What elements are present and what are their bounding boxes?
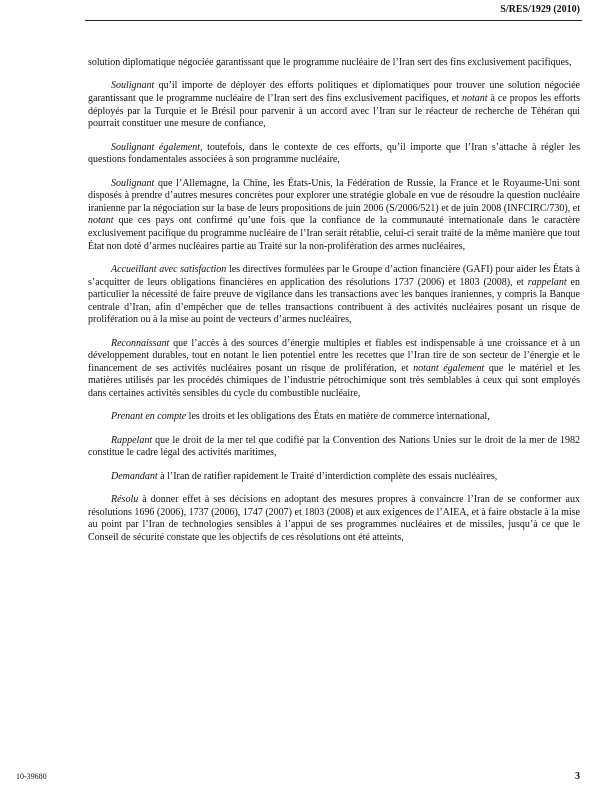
paragraph-lead-verb: notant également: [413, 362, 485, 374]
paragraph-lead-verb: Prenant en compte: [111, 411, 187, 423]
job-number: 10-39680: [16, 772, 47, 781]
preamble-paragraph: [88, 435, 580, 460]
preamble-paragraph: [88, 57, 580, 70]
preamble-paragraph: [88, 178, 580, 254]
paragraph-lead-verb: Résolu: [111, 494, 139, 506]
preamble-paragraph: [88, 411, 580, 424]
preamble-paragraph: [88, 338, 580, 401]
paragraph-text: que l’accès à des sources d’énergie multiples et fiables est indispensable à une croissance et à un développement durables, tout en notant le lien potentiel entre les recettes que l’Iran tire de son secteur de l’énergie et le financement de ses activités nucléaires posant un risque de prolifération, et: [88, 337, 580, 374]
paragraph-lead-verb: Accueillant avec satisfaction: [111, 263, 227, 275]
paragraph-text: à l’Iran de ratifier rapidement le Traité d’interdiction complète des essais nucléaires,: [157, 470, 498, 482]
paragraph-text: que le matériel et les matières utilisés par les procédés chimiques de l’industrie pétrochimique sont très semblables à ceux qui sont employés dans certaines activités sensibles du cycle du combustible nucléaire,: [88, 362, 580, 400]
document-symbol: S/RES/1929 (2010): [500, 4, 580, 15]
preamble-paragraph: [88, 142, 580, 167]
paragraph-lead-verb: notant: [88, 215, 114, 227]
paragraph-text: en particulier la nécessité de faire preuve de vigilance dans les transactions avec les banques iraniennes, y compris la Banque centrale d’Iran, afin d’empêcher que de telles transactions contribuent à des activités nucléaires posant un risque de prolifération ou à la mise au point de vecteurs d’armes nucléaires,: [88, 276, 580, 326]
paragraph-text: que ces pays ont confirmé qu’une fois que la confiance de la communauté internationale dans le caractère exclusivement pacifique du programme nucléaire de l’Iran serait rétablie, celui-ci serait traité de la même manière que tout État non doté d’armes nucléaires partie au Traité sur la non-prolifération des armes nucléaires,: [88, 215, 580, 252]
preamble-paragraph: [88, 471, 580, 484]
paragraph-text: que l’Allemagne, la Chine, les États-Unis, la Fédération de Russie, la France et le Royaume-Uni sont disposés à prendre d’autres mesures concrètes pour explorer une stratégie globale en vue de résoudre la question nucléaire iranienne par la négociation sur la base de leurs propositions de juin 2006 (S/2006/521) et de juin 2008 (INFCIRC/730), et: [88, 177, 580, 214]
paragraph-lead-verb: Soulignant: [111, 177, 155, 189]
paragraph-lead-verb: rappelant: [527, 276, 567, 288]
preamble-paragraph: [88, 264, 580, 327]
paragraph-lead-verb: Demandant: [111, 470, 158, 482]
preamble-paragraph: [88, 80, 580, 130]
paragraph-lead-verb: Soulignant: [111, 80, 155, 92]
paragraph-text: , toutefois, dans le contexte de ces efforts, qu’il importe que l’Iran s’attache à régler les questions fondamentales associées à son programme nucléaire,: [88, 141, 580, 166]
paragraph-lead-verb: Reconnaissant: [111, 337, 170, 349]
paragraph-text: à ce propos les efforts déployés par la Turquie et le Brésil pour parvenir à un accord avec l’Iran sur le réacteur de recherche de Téhéran qui pourrait constituer une mesure de confiance,: [88, 92, 580, 130]
paragraph-text: les droits et les obligations des États en matière de commerce international,: [186, 411, 490, 423]
paragraph-text: les directives formulées par le Groupe d’action financière (GAFI) pour aider les États à s’acquitter de leurs obligations financières en application des résolutions 1737 (2006) et 1803 (2008), et: [88, 263, 580, 288]
resolution-text: [88, 57, 580, 555]
paragraph-lead-verb: Soulignant également: [111, 141, 201, 153]
paragraph-text: qu’il importe de déployer des efforts politiques et diplomatiques pour trouver une solution négociée garantissant que le programme nucléaire de l’Iran sert des fins exclusivement pacifiques, et: [88, 80, 580, 104]
header-rule: [85, 20, 582, 21]
paragraph-text: que le droit de la mer tel que codifié par la Convention des Nations Unies sur le droit de la mer de 1982 constitue le cadre légal des activités maritimes,: [88, 434, 580, 459]
paragraph-text: à donner effet à ses décisions en adoptant des mesures propres à convaincre l’Iran de se conformer aux résolutions 1696 (2006), 1737 (2006), 1747 (2007) et 1803 (2008) et aux exigences de l’AIEA, et à faire obstacle à la mise au point par l’Iran de technologies sensibles à l’appui de ses programmes nucléaires et de missiles, jusqu’à ce que le Conseil de sécurité constate que les objectifs de ces résolutions ont été atteints,: [88, 494, 580, 543]
paragraph-lead-verb: Rappelant: [111, 434, 153, 446]
preamble-paragraph: [88, 494, 580, 544]
page-number: 3: [575, 771, 580, 782]
paragraph-lead-verb: notant: [461, 92, 488, 104]
paragraph-text: solution diplomatique négociée garantissant que le programme nucléaire de l’Iran sert des fins exclusivement pacifiques,: [88, 57, 572, 68]
